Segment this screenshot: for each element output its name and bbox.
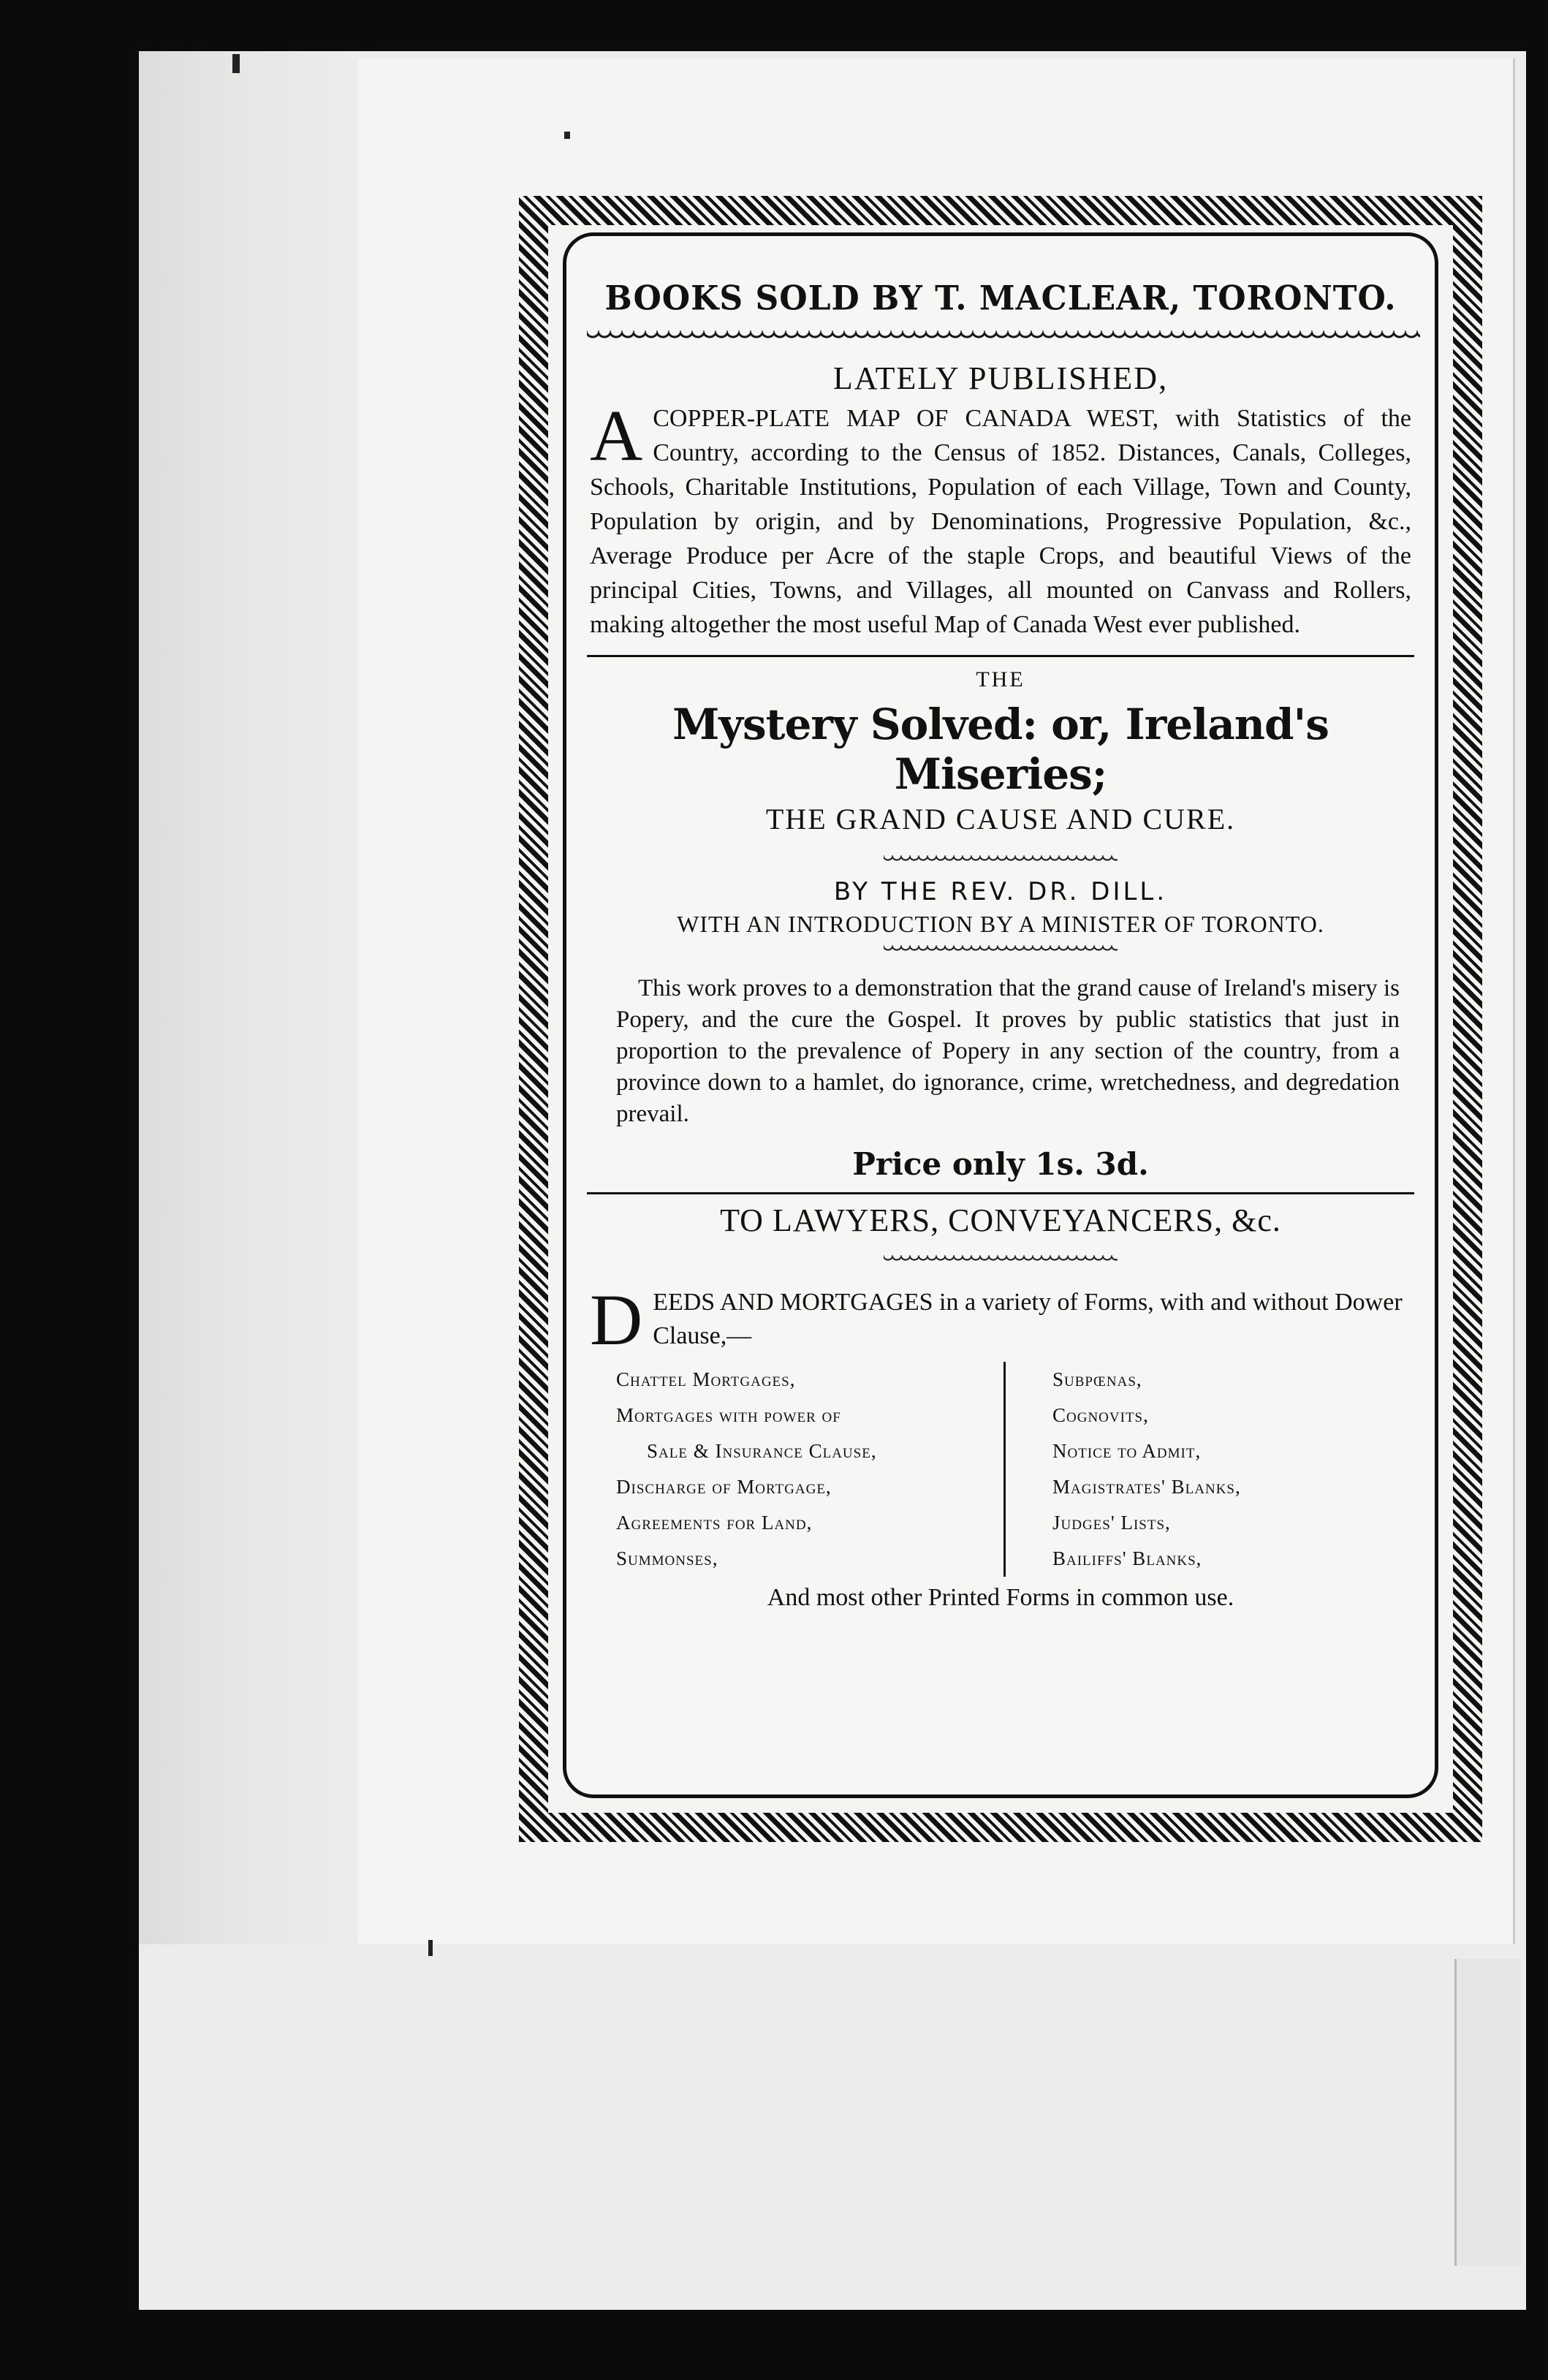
forms-left-column — [616, 1362, 1006, 1577]
deeds-text: EEDS AND MORTGAGES in a variety of Forms, with and without Dower Clause,— — [653, 1289, 1403, 1349]
ink-speck — [232, 54, 240, 73]
page-edge-strip — [1454, 1959, 1521, 2266]
ink-speck — [428, 1940, 433, 1956]
forms-list — [616, 1362, 1414, 1577]
drop-cap-a: A — [590, 395, 643, 476]
book-introduction: WITH AN INTRODUCTION BY A MINISTER OF TORONTO. — [677, 911, 1324, 937]
deeds-description — [590, 1279, 1411, 1360]
form-item: Notice to Admit, — [1052, 1440, 1202, 1462]
forms-right-column — [1006, 1362, 1241, 1577]
map-section-title: LATELY PUBLISHED, — [832, 360, 1169, 396]
form-item: Mortgages with power of — [616, 1404, 841, 1426]
book-description: This work proves to a demonstration that the grand cause of Ireland's misery is Popery, and the cure the Gospel. It proves by public statistics that just in proportion to the prevalence of Popery in any section of the country, from a province down to a hamlet, do ignorance, crime, wretchedness, and degredation prevail. — [616, 975, 1400, 1127]
wavy-rule — [587, 330, 1420, 344]
form-item: Summonses, — [616, 1547, 718, 1569]
form-item: Chattel Mortgages, — [616, 1368, 796, 1390]
form-item: Magistrates' Blanks, — [1052, 1476, 1241, 1498]
book-the: THE — [976, 667, 1025, 691]
form-item: Sale & Insurance Clause, — [647, 1440, 877, 1462]
section-divider — [587, 1192, 1414, 1194]
form-item: Discharge of Mortgage, — [616, 1476, 832, 1498]
wavy-rule — [884, 945, 1118, 954]
lawyers-title: TO LAWYERS, CONVEYANCERS, &c. — [720, 1202, 1281, 1238]
map-description — [590, 395, 1411, 642]
section-divider — [587, 655, 1414, 657]
form-item: Subpœnas, — [1052, 1368, 1142, 1390]
book-price: Price only 1s. 3d. — [852, 1146, 1149, 1182]
ink-speck — [564, 132, 570, 139]
advertisement-panel — [563, 232, 1438, 1798]
closing-line: And most other Printed Forms in common use. — [767, 1584, 1234, 1611]
map-description-text: COPPER-PLATE MAP OF CANADA WEST, with Statistics of the Country, according to the Census of 1852. Distances, Canals, Colleges, Schools, Charitable Institutions, Population of each Village, Town and County, Population by origin, and by Denominations, Progressive Population, &c., Average Produce per Acre of the staple Crops, and beautiful Views of the principal Cities, Towns, and Villages, all mounted on Canvass and Rollers, making altogether the most useful Map of Canada West ever published. — [590, 405, 1411, 638]
book-title: Mystery Solved: or, Ireland's Miseries; — [672, 700, 1329, 799]
drop-cap-d: D — [590, 1279, 643, 1360]
wavy-rule — [884, 855, 1118, 864]
page-lower-area — [139, 1944, 1454, 2310]
book-subtitle: THE GRAND CAUSE AND CURE. — [765, 803, 1236, 835]
book-author: BY THE REV. DR. DILL. — [833, 877, 1168, 906]
form-item: Agreements for Land, — [616, 1512, 813, 1534]
form-item: Bailiffs' Blanks, — [1052, 1547, 1202, 1569]
form-item: Cognovits, — [1052, 1404, 1149, 1426]
form-item: Judges' Lists, — [1052, 1512, 1171, 1534]
advertisement-header: BOOKS SOLD BY T. MACLEAR, TORONTO. — [604, 278, 1397, 319]
wavy-rule — [884, 1255, 1118, 1264]
